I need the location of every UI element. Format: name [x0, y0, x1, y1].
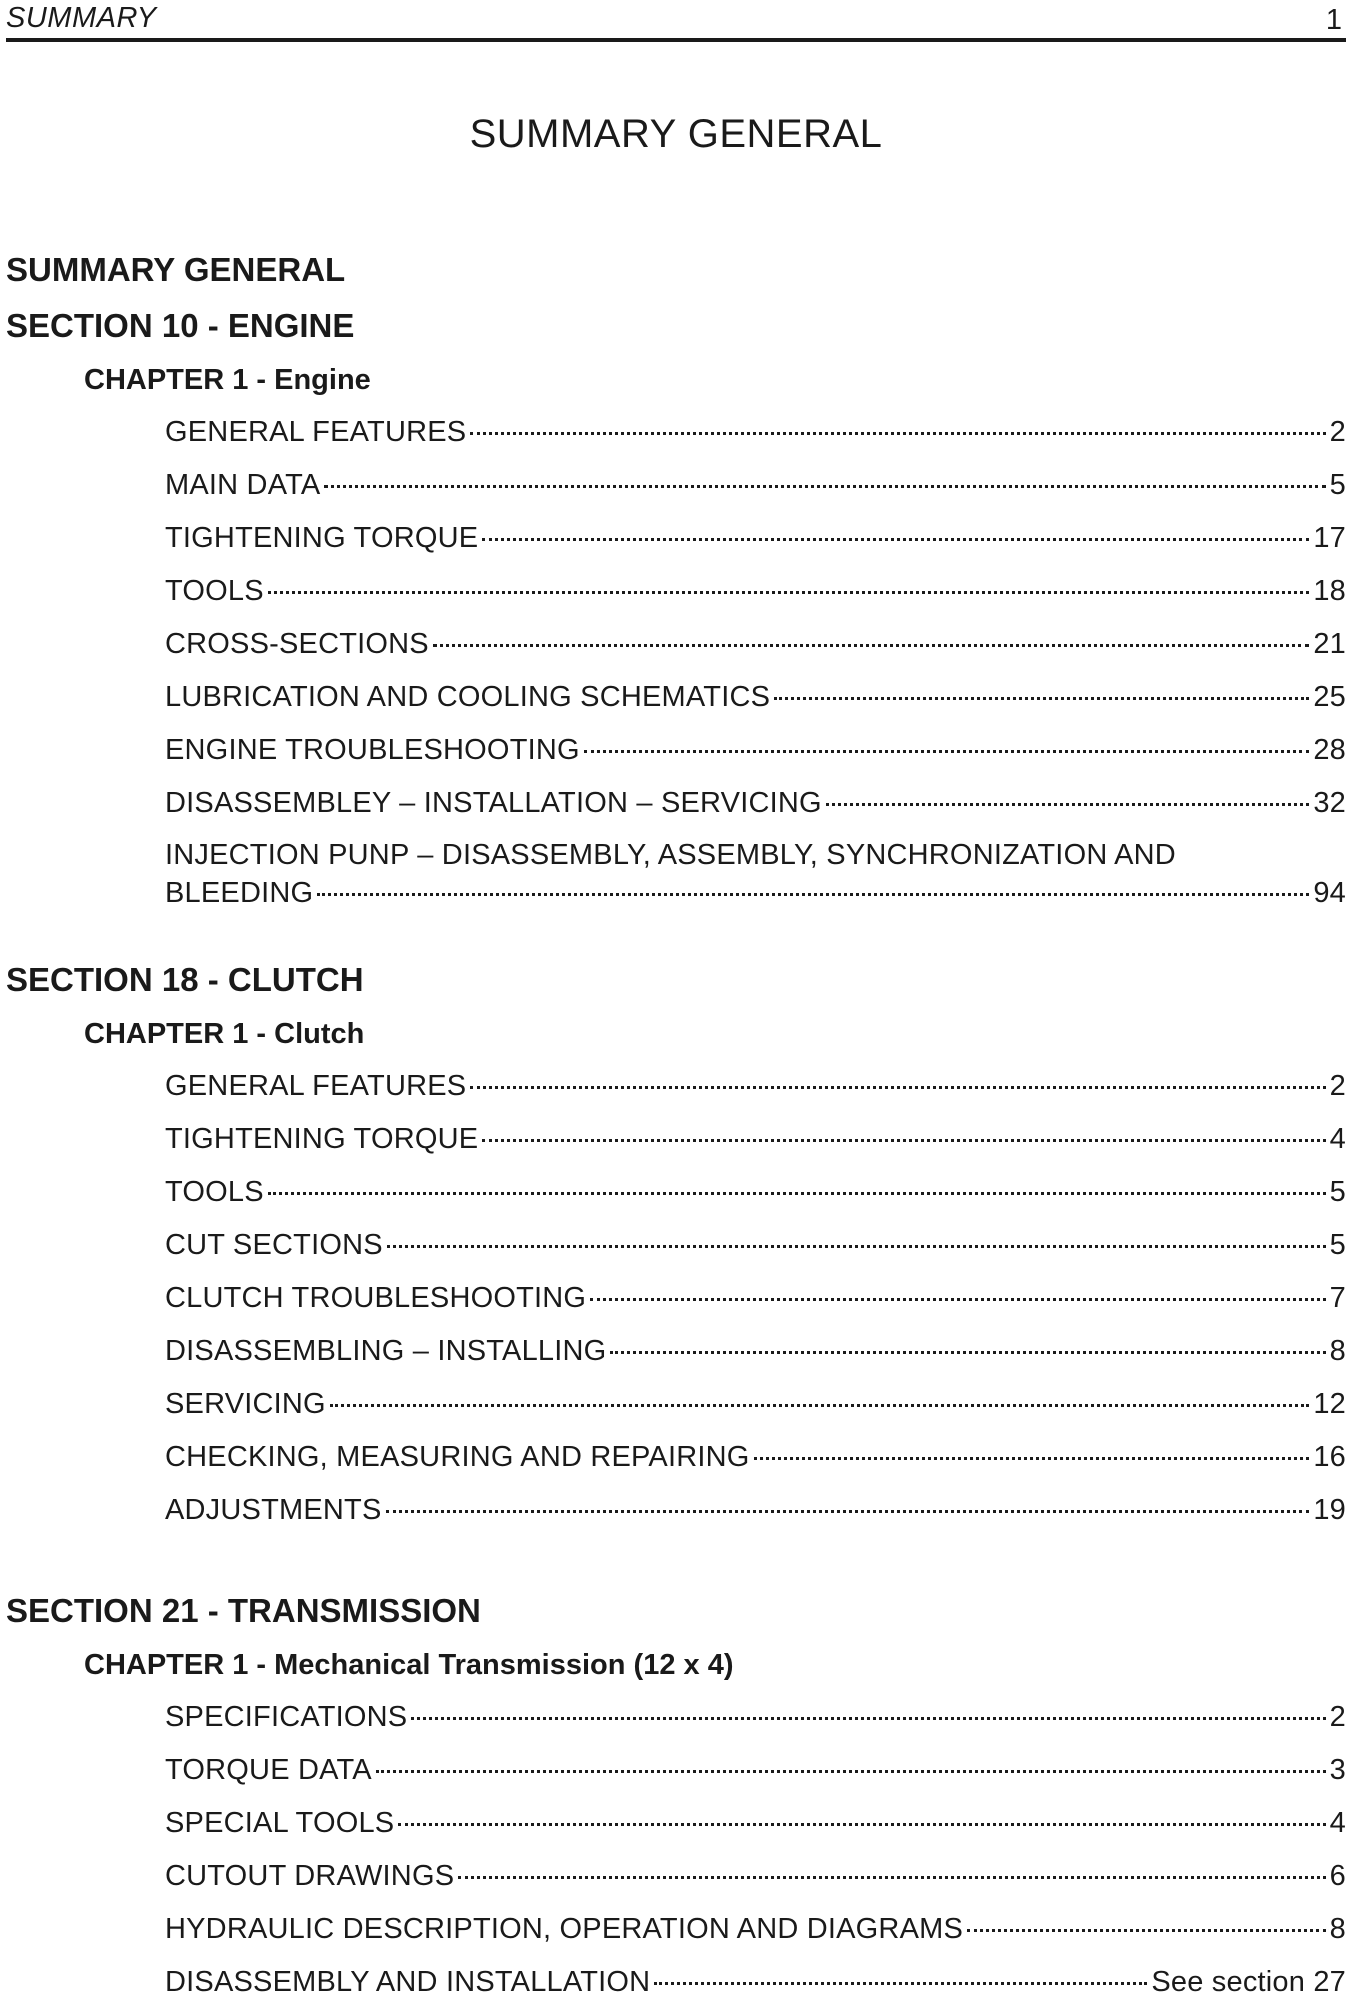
toc-entry[interactable]	[165, 518, 1346, 571]
toc-entry[interactable]	[165, 465, 1346, 518]
toc-entry-page: 94	[1313, 877, 1346, 909]
toc-entry-label: TOOLS	[165, 1176, 264, 1208]
toc-entry-page: 4	[1329, 1807, 1346, 1839]
toc-entry-page: 2	[1329, 1070, 1346, 1102]
toc-entry-label: GENERAL FEATURES	[165, 1070, 467, 1102]
toc-entry-page: See section 27	[1151, 1966, 1346, 1998]
dot-leader	[433, 644, 1309, 647]
page-title: SUMMARY GENERAL	[469, 112, 883, 156]
toc-entry[interactable]	[165, 783, 1346, 836]
toc-entry-page: 21	[1313, 628, 1346, 660]
toc-entry[interactable]	[165, 571, 1346, 624]
chapter-heading: CHAPTER 1 - Mechanical Transmission (12 x 4)	[84, 1649, 734, 1681]
toc-entry[interactable]	[165, 1962, 1346, 2015]
toc-entry[interactable]	[165, 1437, 1346, 1490]
section-block	[6, 306, 1346, 912]
toc-entry[interactable]	[165, 1750, 1346, 1803]
dot-leader	[387, 1245, 1326, 1248]
toc-entry-page: 8	[1329, 1913, 1346, 1945]
toc-entry-label: TORQUE DATA	[165, 1754, 372, 1786]
toc-entry-page: 5	[1329, 469, 1346, 501]
toc-entry-label-continued: BLEEDING	[165, 877, 314, 909]
toc-entry[interactable]	[165, 1856, 1346, 1909]
toc-entry-label: ADJUSTMENTS	[165, 1494, 382, 1526]
toc-entry-label: CLUTCH TROUBLESHOOTING	[165, 1282, 587, 1314]
dot-leader	[324, 485, 1325, 488]
toc-entry-label: TIGHTENING TORQUE	[165, 522, 479, 554]
dot-leader	[774, 697, 1309, 700]
toc-entry-page: 28	[1313, 734, 1346, 766]
dot-leader	[482, 538, 1309, 541]
dot-leader	[826, 803, 1310, 806]
running-header	[6, 0, 1346, 42]
dot-leader	[386, 1510, 1310, 1513]
toc-entry-label: LUBRICATION AND COOLING SCHEMATICS	[165, 681, 771, 713]
toc-entry-label: TOOLS	[165, 575, 264, 607]
toc-entry-label: SERVICING	[165, 1388, 326, 1420]
toc-entry-page: 16	[1313, 1441, 1346, 1473]
toc-entry[interactable]	[165, 1490, 1346, 1543]
dot-leader	[482, 1139, 1325, 1142]
toc-entry[interactable]	[165, 1331, 1346, 1384]
toc-entry-page: 3	[1329, 1754, 1346, 1786]
toc-entry-label: SPECIFICATIONS	[165, 1701, 408, 1733]
toc-entry[interactable]	[165, 1909, 1346, 1962]
toc-entry-page: 4	[1329, 1123, 1346, 1155]
toc-entry[interactable]	[165, 1384, 1346, 1437]
dot-leader	[654, 1982, 1147, 1985]
toc-entry[interactable]	[165, 624, 1346, 677]
toc-entry-page: 18	[1313, 575, 1346, 607]
dot-leader	[470, 1086, 1325, 1089]
toc-entry-label: DISASSEMBLY AND INSTALLATION	[165, 1966, 651, 1998]
dot-leader	[411, 1717, 1325, 1720]
section-heading: SECTION 10 - ENGINE	[6, 307, 355, 344]
toc-entry-page: 5	[1329, 1176, 1346, 1208]
toc-entry[interactable]	[165, 1803, 1346, 1856]
toc-entry-label: MAIN DATA	[165, 469, 321, 501]
toc-entry-label: ENGINE TROUBLESHOOTING	[165, 734, 580, 766]
section-block	[6, 960, 1346, 1543]
toc-entry[interactable]	[165, 1172, 1346, 1225]
chapter-heading: CHAPTER 1 - Engine	[84, 364, 371, 396]
toc-entry-page: 32	[1313, 787, 1346, 819]
dot-leader	[590, 1298, 1325, 1301]
dot-leader	[610, 1351, 1325, 1354]
toc-entry-page: 12	[1313, 1388, 1346, 1420]
toc-entry-page: 17	[1313, 522, 1346, 554]
toc-entry-page: 7	[1329, 1282, 1346, 1314]
toc-entry-page: 6	[1329, 1860, 1346, 1892]
dot-leader	[458, 1876, 1325, 1879]
toc-entry-label: CHECKING, MEASURING AND REPAIRING	[165, 1441, 750, 1473]
dot-leader	[268, 1192, 1326, 1195]
toc-entry-page: 5	[1329, 1229, 1346, 1261]
dot-leader	[330, 1404, 1310, 1407]
page-number: 1	[1325, 4, 1342, 36]
toc-entry[interactable]	[165, 1119, 1346, 1172]
table-of-contents	[6, 250, 1346, 2015]
toc-entry-page: 19	[1313, 1494, 1346, 1526]
toc-entry[interactable]	[165, 412, 1346, 465]
toc-entry-label: CUT SECTIONS	[165, 1229, 383, 1261]
toc-entry[interactable]	[165, 1697, 1346, 1750]
toc-entry-label: CROSS-SECTIONS	[165, 628, 429, 660]
dot-leader	[470, 432, 1325, 435]
dot-leader	[268, 591, 1310, 594]
dot-leader	[584, 750, 1310, 753]
toc-entry-page: 8	[1329, 1335, 1346, 1367]
section-block	[6, 1591, 1346, 2015]
toc-entry[interactable]	[165, 730, 1346, 783]
dot-leader	[376, 1770, 1326, 1773]
toc-entry-page: 2	[1329, 416, 1346, 448]
toc-entry-label: DISASSEMBLEY – INSTALLATION – SERVICING	[165, 787, 822, 819]
running-header-title: SUMMARY	[6, 2, 157, 34]
toc-entry-label: INJECTION PUNP – DISASSEMBLY, ASSEMBLY, SYNCHRONIZATION AND	[165, 839, 1176, 871]
toc-entry-label: DISASSEMBLING – INSTALLING	[165, 1335, 607, 1367]
dot-leader	[754, 1457, 1310, 1460]
toc-entry-label: SPECIAL TOOLS	[165, 1807, 395, 1839]
toc-entry-page: 25	[1313, 681, 1346, 713]
dot-leader	[398, 1823, 1325, 1826]
toc-entry-label: TIGHTENING TORQUE	[165, 1123, 479, 1155]
toc-entry-page: 2	[1329, 1701, 1346, 1733]
toc-entry-label: CUTOUT DRAWINGS	[165, 1860, 455, 1892]
toc-entry[interactable]	[165, 677, 1346, 730]
dot-leader	[967, 1929, 1326, 1932]
toc-entry[interactable]	[165, 1278, 1346, 1331]
toc-entry[interactable]	[165, 1225, 1346, 1278]
toc-entry-label: GENERAL FEATURES	[165, 416, 467, 448]
chapter-heading: CHAPTER 1 - Clutch	[84, 1018, 365, 1050]
summary-heading: SUMMARY GENERAL	[6, 251, 346, 288]
toc-entry-label: HYDRAULIC DESCRIPTION, OPERATION AND DIAGRAMS	[165, 1913, 964, 1945]
section-heading: SECTION 21 - TRANSMISSION	[6, 1592, 481, 1629]
dot-leader	[317, 893, 1309, 896]
toc-entry[interactable]	[165, 1066, 1346, 1119]
toc-entry[interactable]	[165, 836, 1346, 912]
section-heading: SECTION 18 - CLUTCH	[6, 961, 364, 998]
